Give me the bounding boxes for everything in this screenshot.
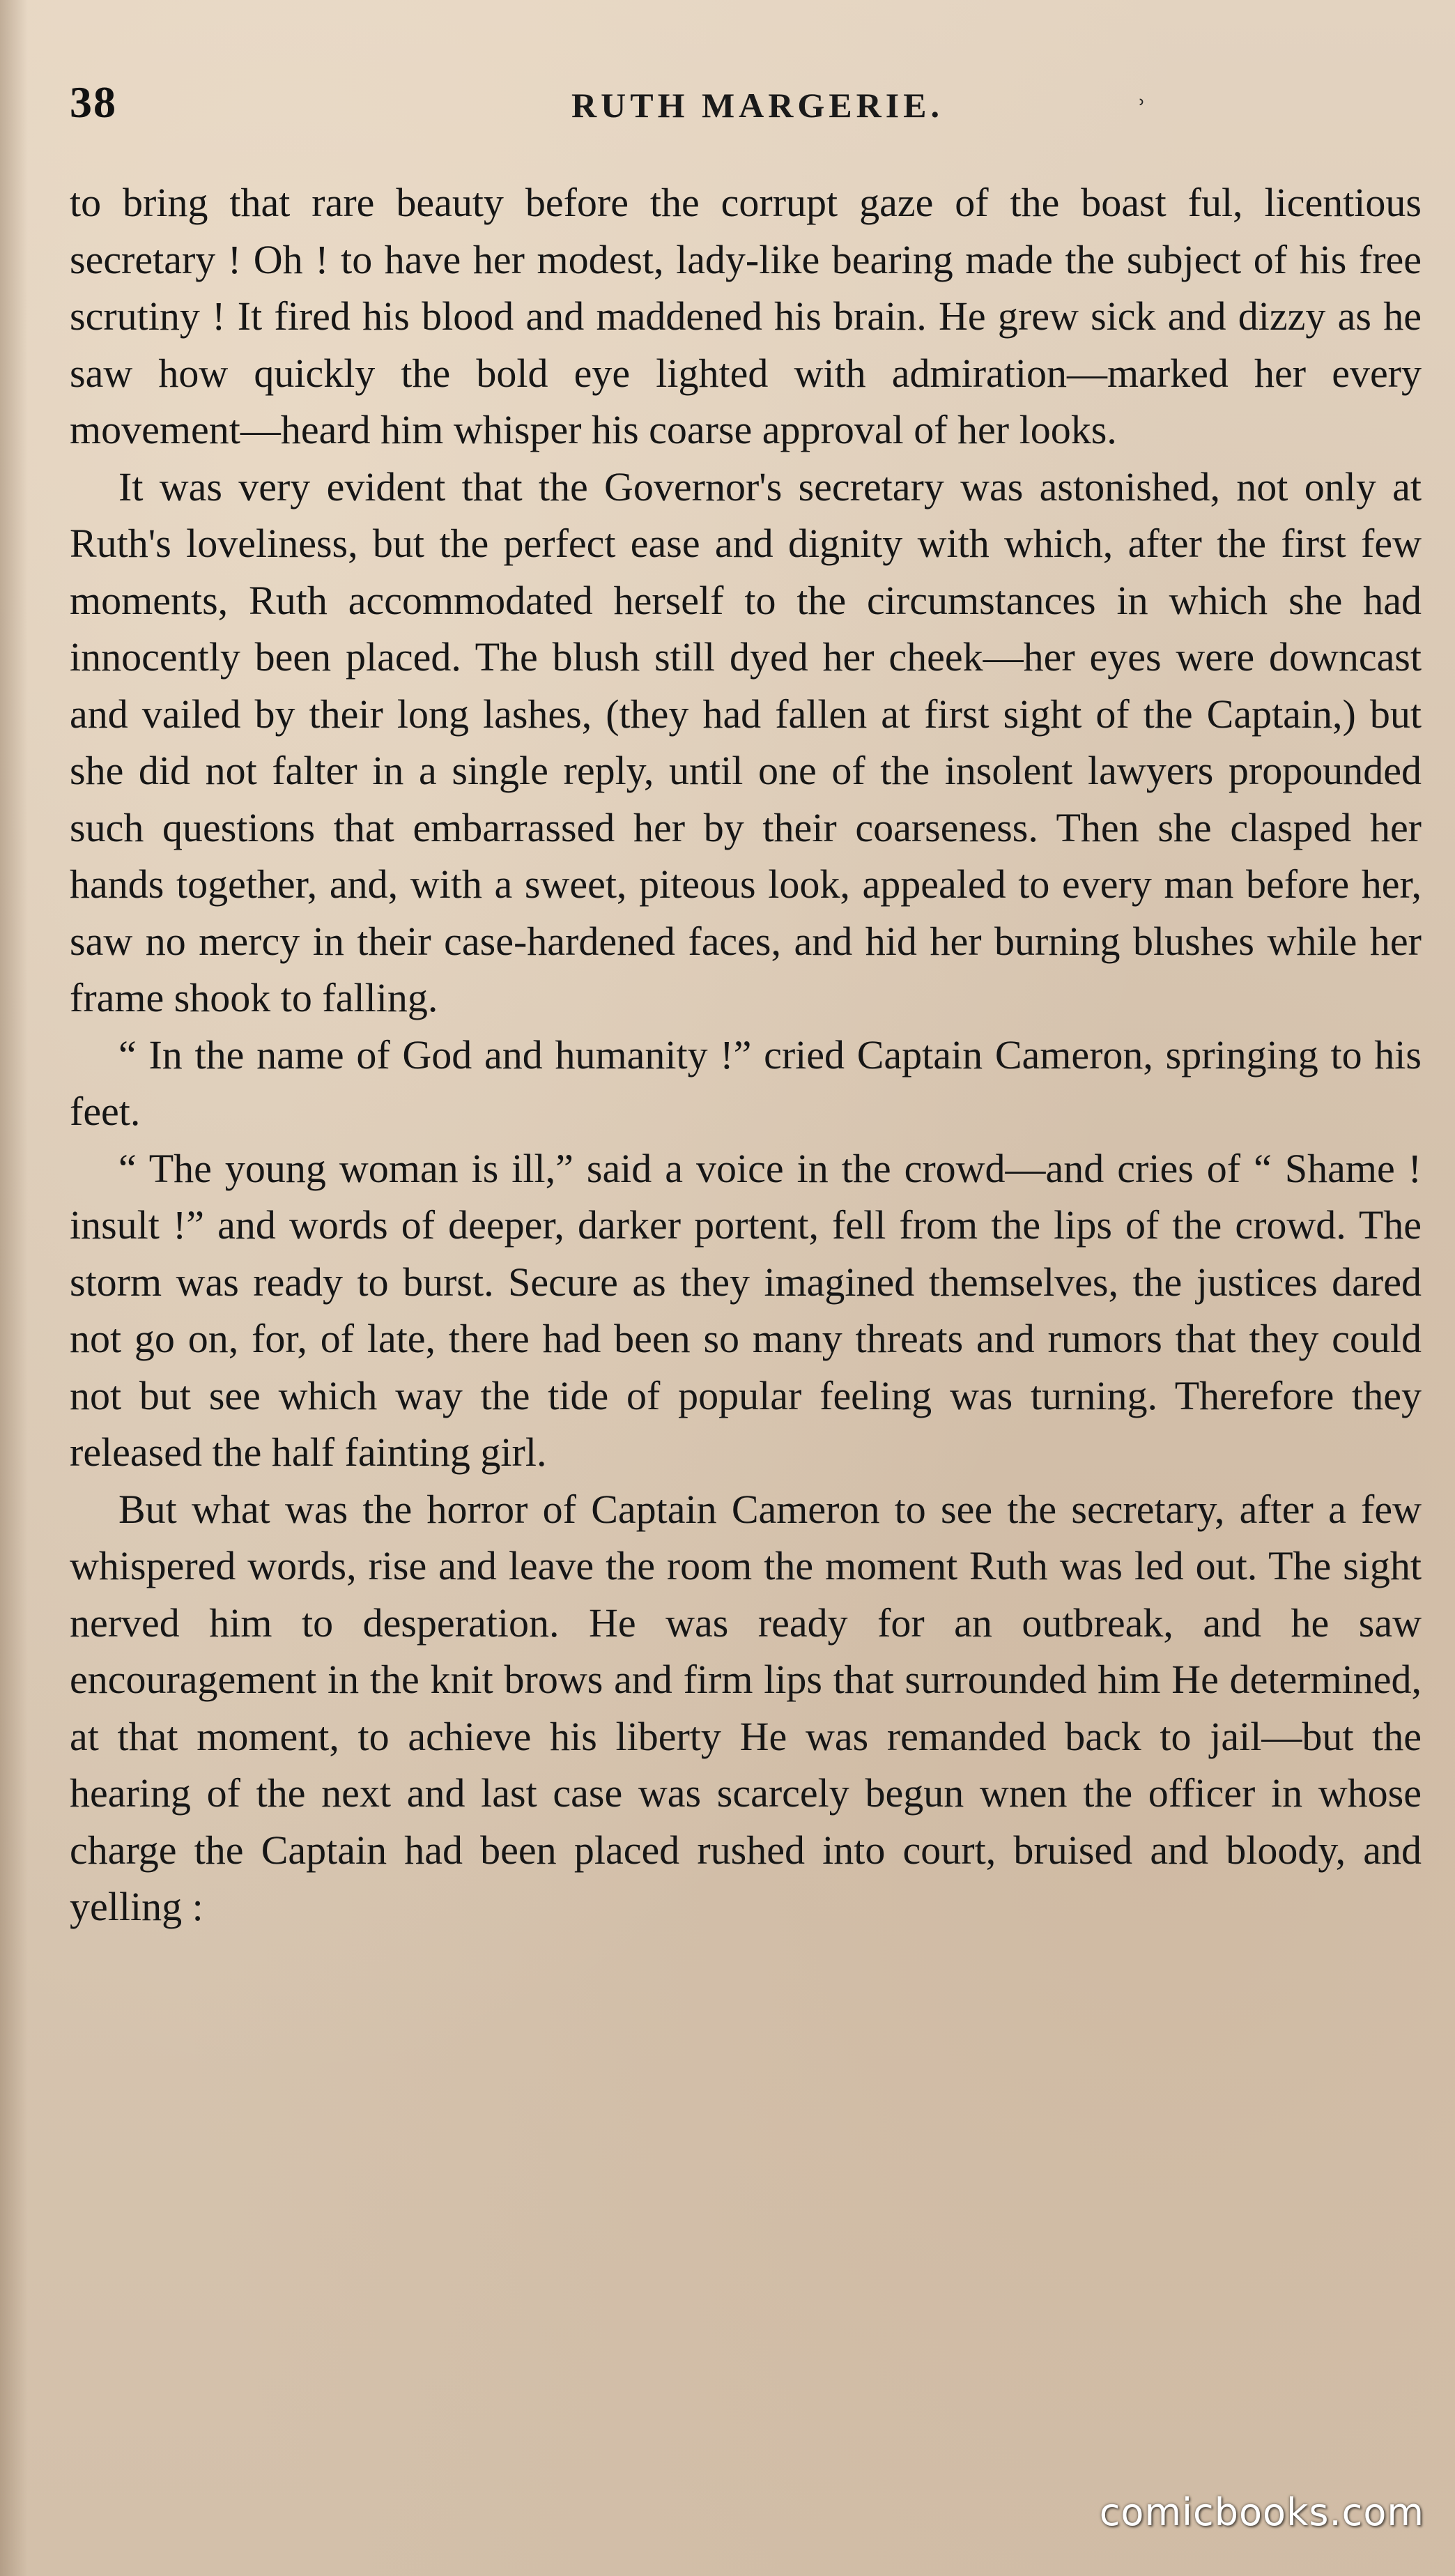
paragraph-1: to bring that rare beauty before the corrupt gaze of the boast ful, licentious secretary ! Oh ! to have her modest, lady-like bearing made the subject of his free scrutiny ! It fired his blood and maddened his brain. He grew sick and dizzy as he saw how quickly the bold eye lighted with admiration—marked her every movement—heard him whisper his coarse approval of her looks.	[70, 180, 1422, 452]
paragraph-4: “ The young woman is ill,” said a voice in the crowd—and cries of “ Shame ! insult !” and words of deeper, darker portent, fell from the lips of the crowd. The storm was ready to burst. Secure as they imagined themselves, the justices dared not go on, for, of late, there had been so many threats and rumors that they could not but see which way the tide of popular feeling was turning. Therefore they released the half fainting girl.	[70, 1145, 1422, 1475]
paragraph-2: It was very evident that the Governor's secretary was astonished, not only at Ruth's loveliness, but the perfect ease and dignity with which, after the first few moments, Ruth accommodated herself to the circumstances in which she had innocently been placed. The blush still dyed her cheek—her eyes were downcast and vailed by their long lashes, (they had fallen at first sight of the Captain,) but she did not falter in a single reply, until one of the insolent lawyers propounded such questions that embarrassed her by their coarseness. Then she clasped her hands together, and, with a sweet, piteous look, appealed to every man before her, saw no mercy in their case-hardened faces, and hid her burning blushes while her frame shook to falling.	[70, 463, 1422, 1020]
site-watermark: comicbooks.com	[1099, 2490, 1424, 2534]
running-head-title: RUTH MARGERIE.	[571, 86, 944, 125]
body-text	[70, 174, 1422, 1935]
page-header	[70, 77, 1435, 132]
header-ink-mark: ˒	[1136, 77, 1147, 114]
page-edge-shadow	[0, 0, 28, 2576]
paragraph-3: “ In the name of God and humanity !” cried Captain Cameron, springing to his feet.	[70, 1032, 1422, 1134]
paragraph-5: But what was the horror of Captain Cameron to see the secretary, after a few whispered words, rise and leave the room the moment Ruth was led out. The sight nerved him to desperation. He was ready for an outbreak, and he saw encouragement in the knit brows and firm lips that surrounded him He determined, at that moment, to achieve his liberty He was remanded back to jail—but the hearing of the next and last case was scarcely begun wnen the officer in whose charge the Captain had been placed rushed into court, bruised and bloody, and yelling :	[70, 1486, 1422, 1929]
page-number: 38	[70, 77, 117, 127]
